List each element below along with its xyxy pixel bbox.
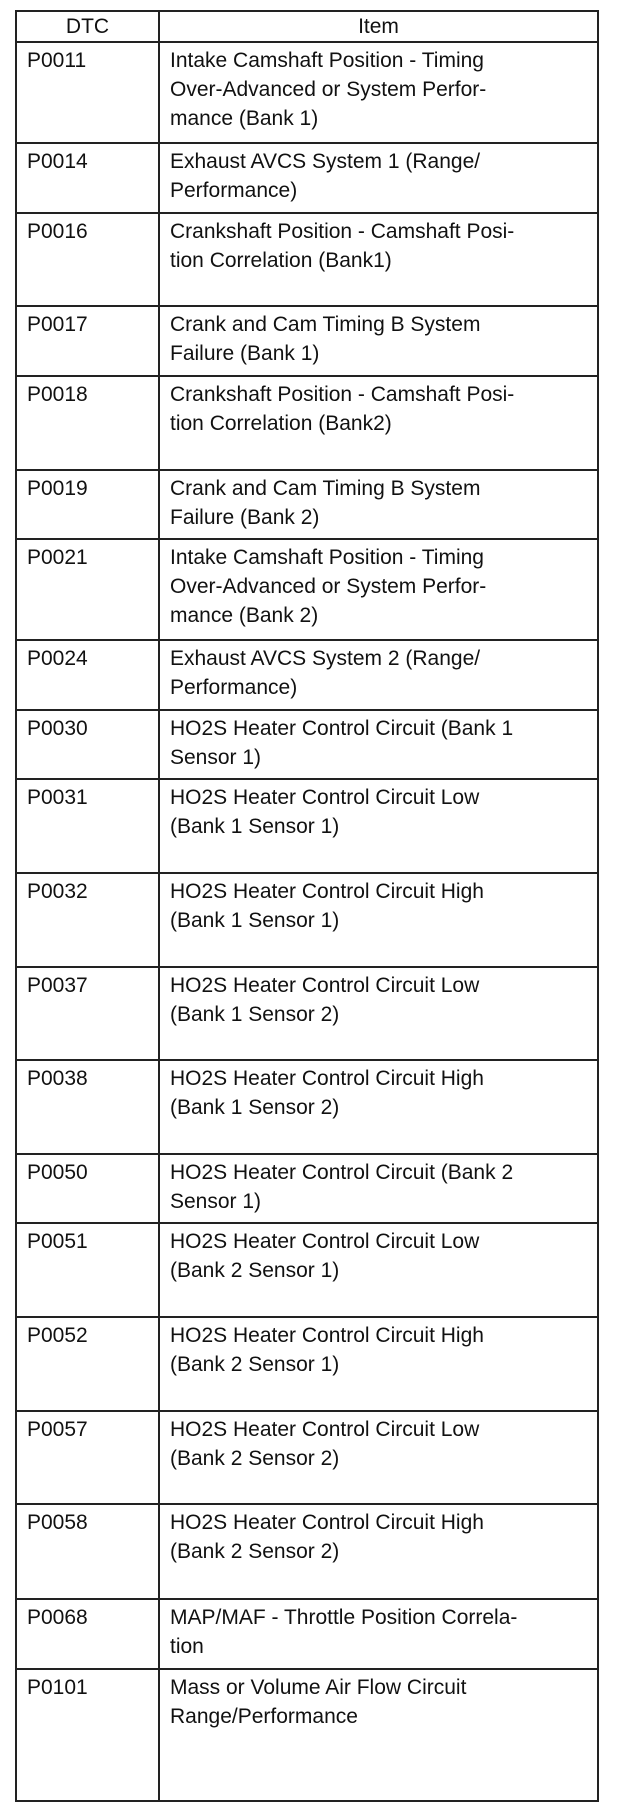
dtc-code: P0030 [16,710,159,779]
table-row [16,213,598,307]
table-row [16,306,598,375]
table-row [16,1669,598,1801]
dtc-item-line: Sensor 1) [170,745,262,769]
table-row [16,1154,598,1223]
dtc-item-line: (Bank 2 Sensor 1) [170,1259,340,1283]
dtc-item-line: tion Correlation (Bank1) [170,248,392,272]
dtc-code: P0037 [16,967,159,1061]
table-row [16,470,598,539]
header-item: Item [159,11,598,42]
dtc-item [159,470,598,539]
dtc-item-line: Over-Advanced or System Perfor- [170,575,487,598]
dtc-code: P0057 [16,1411,159,1505]
dtc-item [159,1223,598,1317]
dtc-item [159,1411,598,1505]
table-row [16,1411,598,1505]
dtc-item-line: HO2S Heater Control Circuit High [170,1511,484,1535]
dtc-item-line: Performance) [170,676,298,700]
dtc-code: P0019 [16,470,159,539]
dtc-code: P0031 [16,779,159,873]
dtc-item-line: mance (Bank 1) [170,107,319,130]
dtc-item-line: HO2S Heater Control Circuit High [170,879,484,903]
dtc-item [159,967,598,1061]
dtc-item [159,376,598,470]
dtc-code: P0032 [16,873,159,967]
dtc-item [159,640,598,709]
header-dtc: DTC [16,11,159,42]
dtc-item-line: (Bank 1 Sensor 1) [170,908,340,932]
dtc-item-line: HO2S Heater Control Circuit (Bank 1 [170,716,514,740]
dtc-item-line: Crank and Cam Timing B System [170,313,481,337]
dtc-code: P0051 [16,1223,159,1317]
dtc-item-line: Range/Performance [170,1704,358,1728]
dtc-item-line: Failure (Bank 2) [170,505,320,529]
dtc-item-line: HO2S Heater Control Circuit (Bank 2 [170,1160,514,1184]
table-row [16,640,598,709]
dtc-item-line: HO2S Heater Control Circuit High [170,1067,484,1091]
dtc-item-line: Crank and Cam Timing B System [170,476,481,500]
table-row [16,42,598,143]
dtc-item [159,1599,598,1668]
dtc-item-line: (Bank 2 Sensor 2) [170,1540,340,1564]
table-row [16,779,598,873]
header-row [16,11,598,42]
dtc-item-line: Mass or Volume Air Flow Circuit [170,1675,467,1699]
dtc-code: P0052 [16,1317,159,1411]
dtc-item-line: (Bank 2 Sensor 2) [170,1446,340,1470]
dtc-code: P0068 [16,1599,159,1668]
dtc-item [159,143,598,212]
dtc-item [159,1060,598,1154]
dtc-code: P0014 [16,143,159,212]
dtc-item [159,779,598,873]
dtc-item-line: HO2S Heater Control Circuit Low [170,786,480,810]
dtc-item-line: Exhaust AVCS System 2 (Range/ [170,647,481,671]
dtc-item-line: Performance) [170,179,298,203]
dtc-item-line: HO2S Heater Control Circuit Low [170,1417,480,1441]
dtc-item-line: Intake Camshaft Position - Timing [170,49,484,72]
dtc-item-line: Over-Advanced or System Perfor- [170,78,487,101]
dtc-item [159,710,598,779]
dtc-item [159,1504,598,1599]
dtc-item-line: Crankshaft Position - Camshaft Posi- [170,219,515,243]
dtc-item-line: mance (Bank 2) [170,604,319,627]
table-row [16,710,598,779]
dtc-code: P0050 [16,1154,159,1223]
dtc-item-line: tion Correlation (Bank2) [170,411,392,435]
dtc-code: P0021 [16,539,159,640]
table-row [16,539,598,640]
dtc-item-line: (Bank 2 Sensor 1) [170,1353,340,1377]
dtc-code: P0038 [16,1060,159,1154]
table-row [16,143,598,212]
dtc-code: P0058 [16,1504,159,1599]
table-row [16,1504,598,1599]
table-row [16,376,598,470]
dtc-code: P0011 [16,42,159,143]
dtc-table [15,10,599,1802]
dtc-item [159,1669,598,1801]
dtc-code: P0101 [16,1669,159,1801]
dtc-item-line: HO2S Heater Control Circuit High [170,1324,484,1348]
dtc-item-line: Exhaust AVCS System 1 (Range/ [170,150,481,174]
dtc-code: P0016 [16,213,159,307]
dtc-code: P0024 [16,640,159,709]
dtc-item-line: HO2S Heater Control Circuit Low [170,973,480,997]
dtc-item [159,1317,598,1411]
dtc-item-line: Crankshaft Position - Camshaft Posi- [170,382,515,406]
dtc-item-line: Intake Camshaft Position - Timing [170,546,484,569]
dtc-item-line: (Bank 1 Sensor 2) [170,1002,340,1026]
dtc-item-line: HO2S Heater Control Circuit Low [170,1230,480,1254]
table-row [16,1223,598,1317]
dtc-item [159,213,598,307]
table-row [16,873,598,967]
dtc-item-line: Failure (Bank 1) [170,342,320,366]
dtc-item-line: (Bank 1 Sensor 2) [170,1096,340,1120]
dtc-item [159,539,598,640]
dtc-item-line: Sensor 1) [170,1189,262,1213]
dtc-item-line: (Bank 1 Sensor 1) [170,815,340,839]
dtc-item [159,1154,598,1223]
table-row [16,1599,598,1668]
table-row [16,967,598,1061]
dtc-item-line: MAP/MAF - Throttle Position Correla- [170,1606,518,1630]
dtc-code: P0018 [16,376,159,470]
dtc-item [159,42,598,143]
dtc-item [159,873,598,967]
table-row [16,1060,598,1154]
table-row [16,1317,598,1411]
dtc-item [159,306,598,375]
dtc-code: P0017 [16,306,159,375]
dtc-item-line: tion [170,1635,204,1659]
